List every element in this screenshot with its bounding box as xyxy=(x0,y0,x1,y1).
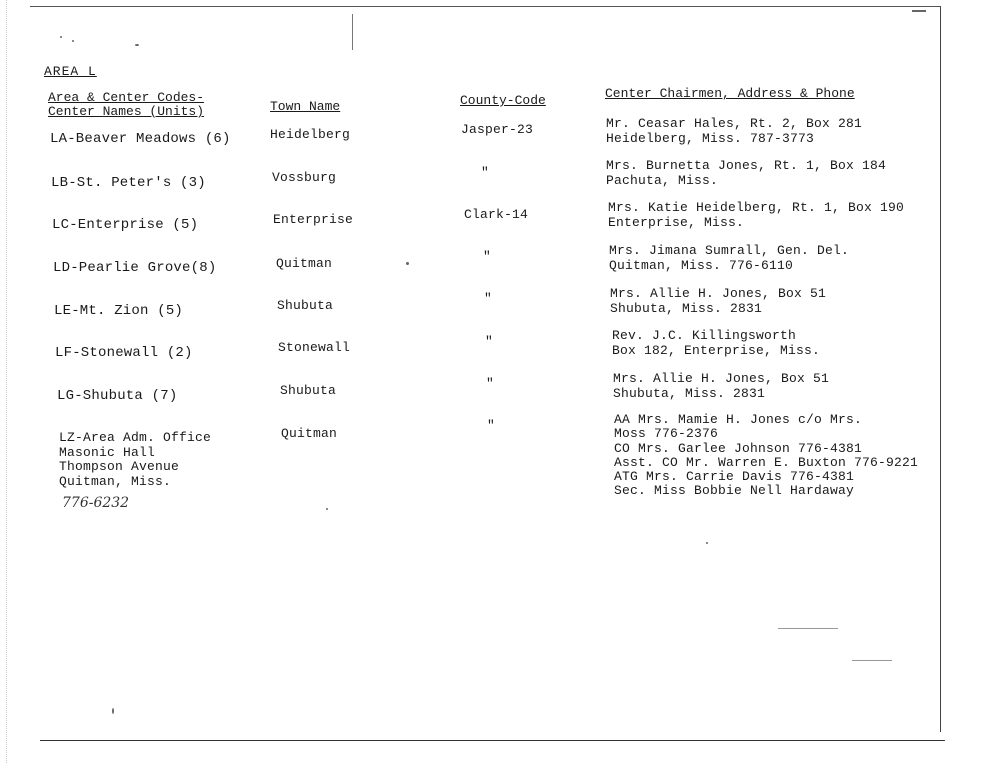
county-code: Clark-14 xyxy=(464,207,529,222)
county-ditto: " xyxy=(487,418,496,433)
chairman-info xyxy=(612,329,820,358)
chairman-line: Quitman, Miss. 776-6110 xyxy=(609,257,794,273)
town-name: Shubuta xyxy=(277,298,334,313)
scan-mark xyxy=(852,660,892,661)
scan-mark xyxy=(778,628,838,629)
chairman-info xyxy=(608,201,904,230)
county-ditto: " xyxy=(485,334,494,349)
center-name: LE-Mt. Zion (5) xyxy=(54,303,184,319)
handwritten-phone: 776-6232 xyxy=(62,495,130,511)
center-line: LZ-Area Adm. Office xyxy=(59,430,212,445)
header-chairmen: Center Chairmen, Address & Phone xyxy=(605,86,855,101)
header-town-name: Town Name xyxy=(270,99,341,114)
chairman-line: Mrs. Katie Heidelberg, Rt. 1, Box 190 xyxy=(608,200,905,215)
town-name: Quitman xyxy=(276,256,333,271)
chairman-line: Shubuta, Miss. 2831 xyxy=(610,300,763,316)
header-center-line1: Area & Center Codes- xyxy=(48,90,205,105)
town-name: Enterprise xyxy=(273,212,354,227)
chairman-line: AA Mrs. Mamie H. Jones c/o Mrs. xyxy=(614,412,863,427)
county-ditto: " xyxy=(484,291,493,306)
town-name: Heidelberg xyxy=(270,127,351,142)
chairman-info xyxy=(614,413,918,499)
scan-speck xyxy=(72,40,74,42)
center-line: Masonic Hall xyxy=(59,444,156,460)
town-name: Quitman xyxy=(281,426,338,441)
town-name: Shubuta xyxy=(280,383,337,398)
page-right-edge xyxy=(940,6,941,732)
town-name: Stonewall xyxy=(278,340,351,355)
scan-speck xyxy=(326,508,328,510)
chairman-line: Mrs. Allie H. Jones, Box 51 xyxy=(613,371,830,386)
chairman-line: Asst. CO Mr. Warren E. Buxton 776-9221 xyxy=(614,454,919,470)
chairman-line: ATG Mrs. Carrie Davis 776-4381 xyxy=(614,469,855,485)
scan-speck xyxy=(406,262,409,265)
chairman-info xyxy=(610,287,826,316)
center-name: LC-Enterprise (5) xyxy=(52,217,199,233)
chairman-line: Mrs. Burnetta Jones, Rt. 1, Box 184 xyxy=(606,158,887,173)
chairman-line: Rev. J.C. Killingsworth xyxy=(612,328,797,343)
scan-speck xyxy=(60,36,62,38)
scan-speck xyxy=(135,44,139,46)
county-ditto: " xyxy=(481,165,490,180)
page-top-edge xyxy=(30,6,940,7)
center-line: Quitman, Miss. xyxy=(59,473,172,489)
center-name: LD-Pearlie Grove(8) xyxy=(53,260,217,276)
area-title: AREA L xyxy=(44,64,97,79)
chairman-line: Heidelberg, Miss. 787-3773 xyxy=(606,130,815,146)
page-left-edge xyxy=(6,0,7,763)
chairman-line: Moss 776-2376 xyxy=(614,426,719,442)
center-name-block xyxy=(59,431,211,489)
chairman-line: CO Mrs. Garlee Johnson 776-4381 xyxy=(614,440,863,456)
county-code: Jasper-23 xyxy=(461,122,534,137)
chairman-line: Box 182, Enterprise, Miss. xyxy=(612,342,821,358)
header-county-code: County-Code xyxy=(460,93,546,108)
scan-mark xyxy=(352,14,353,50)
chairman-info xyxy=(613,372,829,401)
header-center-codes xyxy=(48,91,204,119)
center-name: LF-Stonewall (2) xyxy=(55,345,193,361)
chairman-line: Mrs. Allie H. Jones, Box 51 xyxy=(610,286,827,301)
county-ditto: " xyxy=(486,376,495,391)
chairman-info xyxy=(606,117,862,146)
chairman-info xyxy=(609,244,849,273)
scan-speck xyxy=(112,708,114,714)
chairman-line: Sec. Miss Bobbie Nell Hardaway xyxy=(614,483,855,499)
scan-mark xyxy=(912,10,926,12)
page-bottom-edge xyxy=(40,740,945,741)
chairman-info xyxy=(606,159,886,188)
chairman-line: Enterprise, Miss. xyxy=(608,214,745,230)
town-name: Vossburg xyxy=(272,170,337,185)
center-name: LB-St. Peter's (3) xyxy=(51,175,206,191)
center-line: Thompson Avenue xyxy=(59,459,180,474)
header-center-line2: Center Names (Units) xyxy=(48,104,205,119)
county-ditto: " xyxy=(483,249,492,264)
chairman-line: Mrs. Jimana Sumrall, Gen. Del. xyxy=(609,243,850,258)
center-name: LG-Shubuta (7) xyxy=(57,388,178,404)
chairman-line: Pachuta, Miss. xyxy=(606,172,719,188)
center-name: LA-Beaver Meadows (6) xyxy=(50,131,231,147)
scan-speck xyxy=(706,542,708,544)
chairman-line: Mr. Ceasar Hales, Rt. 2, Box 281 xyxy=(606,116,863,131)
chairman-line: Shubuta, Miss. 2831 xyxy=(613,385,766,401)
